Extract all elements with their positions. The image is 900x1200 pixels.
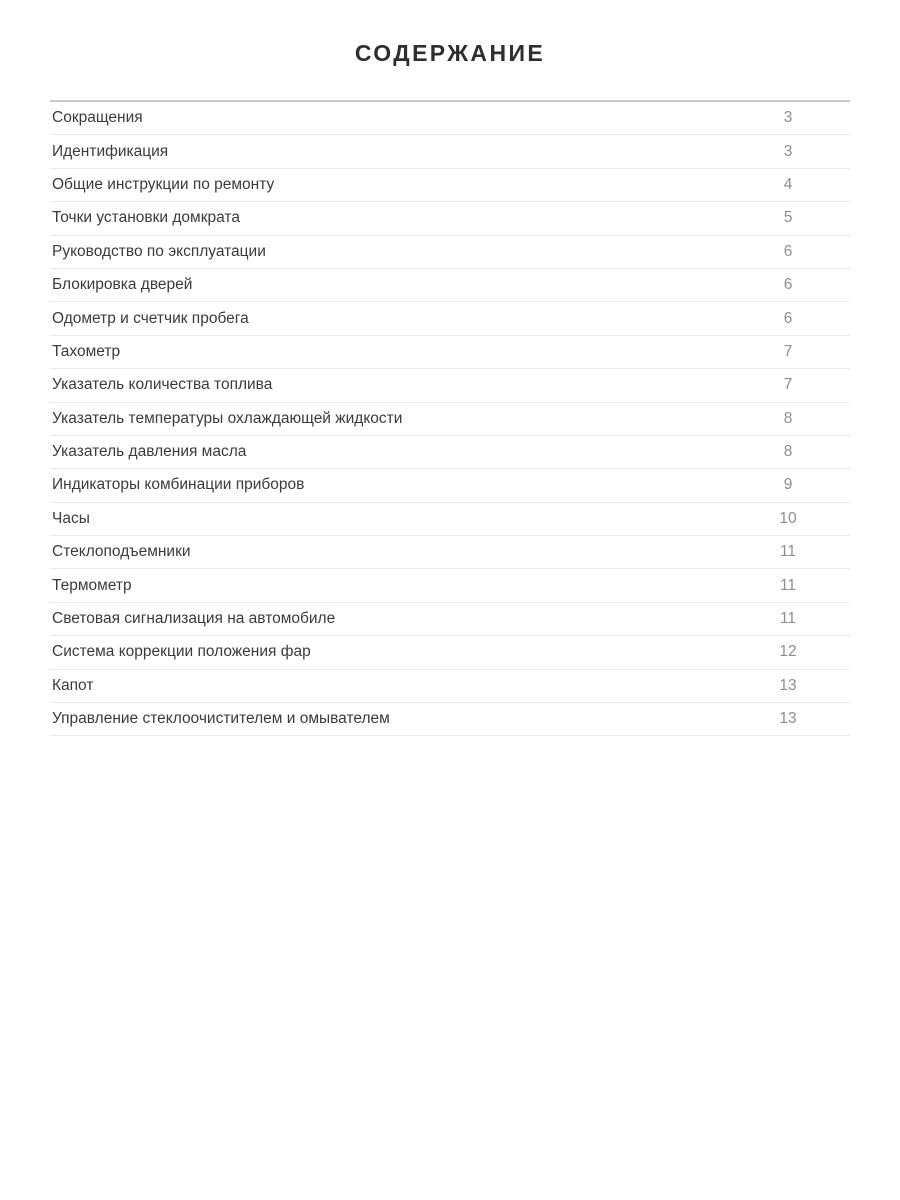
toc-entry[interactable] bbox=[50, 236, 850, 269]
toc-entry-label: Термометр bbox=[52, 576, 132, 594]
toc-entry[interactable] bbox=[50, 135, 850, 168]
toc-entry-page-number: 8 bbox=[783, 443, 793, 461]
toc-entry-label: Индикаторы комбинации приборов bbox=[52, 476, 305, 494]
page-title: СОДЕРЖАНИЕ bbox=[354, 40, 546, 66]
toc-entry-page-number: 8 bbox=[783, 409, 793, 427]
toc-entry[interactable] bbox=[50, 269, 850, 302]
toc-entry-label: Часы bbox=[52, 509, 90, 527]
toc-entry-label: Одометр и счетчик пробега bbox=[52, 309, 249, 327]
toc-entry-label: Сокращения bbox=[52, 109, 143, 127]
toc-entry-page-number: 3 bbox=[783, 142, 793, 160]
toc-entry-page-number: 13 bbox=[779, 710, 797, 728]
toc-entry-label: Система коррекции положения фар bbox=[52, 643, 311, 661]
toc-entry-label: Указатель количества топлива bbox=[52, 376, 273, 394]
toc-entry-label: Указатель температуры охлаждающей жидкости bbox=[52, 409, 403, 427]
toc-entry-label: Блокировка дверей bbox=[52, 276, 193, 294]
toc-entry-page-number: 5 bbox=[783, 209, 793, 227]
toc-entry-label: Управление стеклоочистителем и омывателем bbox=[52, 710, 390, 728]
toc-entry-page-number: 11 bbox=[779, 576, 797, 594]
toc-entry-page-number: 7 bbox=[783, 376, 793, 394]
toc-entry-label: Капот bbox=[52, 676, 94, 694]
toc-entry-page-number: 11 bbox=[779, 610, 797, 628]
table-of-contents bbox=[50, 100, 850, 736]
toc-entry[interactable] bbox=[50, 202, 850, 235]
toc-entry-page-number: 10 bbox=[779, 509, 797, 527]
toc-entry-label: Тахометр bbox=[52, 342, 121, 360]
toc-entry-page-number: 11 bbox=[779, 543, 797, 561]
toc-entry-page-number: 4 bbox=[783, 175, 793, 193]
toc-entry-label: Указатель давления масла bbox=[52, 443, 247, 461]
toc-entry[interactable] bbox=[50, 436, 850, 469]
toc-entry-label: Идентификация bbox=[52, 142, 169, 160]
toc-entry[interactable] bbox=[50, 336, 850, 369]
toc-entry-page-number: 6 bbox=[783, 242, 793, 260]
toc-entry-label: Общие инструкции по ремонту bbox=[52, 175, 275, 193]
toc-entry[interactable] bbox=[50, 703, 850, 736]
toc-entry-label: Световая сигнализация на автомобиле bbox=[52, 610, 336, 628]
toc-entry[interactable] bbox=[50, 603, 850, 636]
toc-entry-page-number: 6 bbox=[783, 309, 793, 327]
toc-entry-page-number: 7 bbox=[783, 342, 793, 360]
toc-entry-label: Точки установки домкрата bbox=[52, 209, 240, 227]
toc-entry-page-number: 6 bbox=[783, 276, 793, 294]
toc-entry[interactable] bbox=[50, 169, 850, 202]
toc-entry[interactable] bbox=[50, 670, 850, 703]
toc-entry-page-number: 3 bbox=[783, 109, 793, 127]
toc-entry[interactable] bbox=[50, 403, 850, 436]
toc-entry-label: Руководство по эксплуатации bbox=[52, 242, 266, 260]
toc-entry[interactable] bbox=[50, 102, 850, 135]
toc-entry-label: Стеклоподъемники bbox=[52, 543, 191, 561]
toc-entry[interactable] bbox=[50, 302, 850, 335]
toc-entry[interactable] bbox=[50, 636, 850, 669]
toc-entry-page-number: 12 bbox=[779, 643, 797, 661]
toc-entry[interactable] bbox=[50, 369, 850, 402]
toc-entry[interactable] bbox=[50, 503, 850, 536]
toc-entry[interactable] bbox=[50, 536, 850, 569]
toc-entry-page-number: 9 bbox=[783, 476, 793, 494]
toc-entry[interactable] bbox=[50, 569, 850, 602]
toc-entry-page-number: 13 bbox=[779, 676, 797, 694]
toc-entry[interactable] bbox=[50, 469, 850, 502]
